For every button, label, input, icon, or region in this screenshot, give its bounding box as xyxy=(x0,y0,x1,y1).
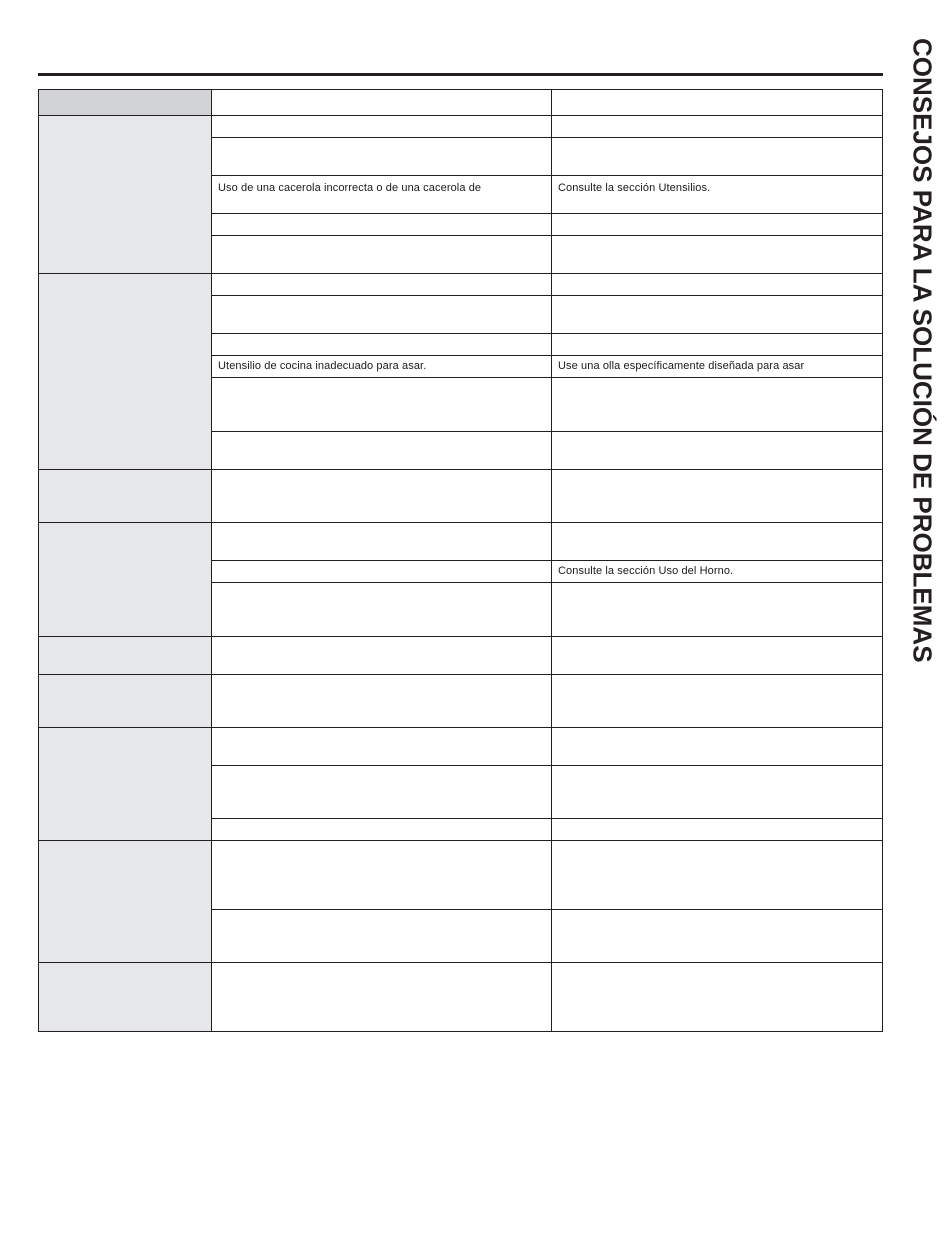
cause-cell xyxy=(212,523,552,561)
solution-cell xyxy=(552,432,883,470)
cause-cell xyxy=(212,583,552,637)
cause-cell xyxy=(212,963,552,1032)
cause-cell xyxy=(212,138,552,176)
solution-cell xyxy=(552,470,883,523)
cause-cell xyxy=(212,214,552,236)
cause-cell xyxy=(212,637,552,675)
solution-cell xyxy=(552,523,883,561)
header-causa xyxy=(212,90,552,116)
solution-cell xyxy=(552,675,883,728)
solution-cell xyxy=(552,138,883,176)
solution-cell xyxy=(552,583,883,637)
solution-cell xyxy=(552,296,883,334)
table-row xyxy=(39,728,883,766)
solution-cell xyxy=(552,766,883,819)
cause-cell: Uso de una cacerola incorrecta o de una cacerola de xyxy=(212,176,552,214)
solution-cell xyxy=(552,334,883,356)
cause-cell xyxy=(212,561,552,583)
cause-cell xyxy=(212,236,552,274)
cause-cell xyxy=(212,766,552,819)
solution-cell xyxy=(552,963,883,1032)
solution-cell xyxy=(552,819,883,841)
top-rule xyxy=(38,73,883,76)
cause-cell xyxy=(212,470,552,523)
problem-cell xyxy=(39,523,212,637)
side-title-text: CONSEJOS PARA LA SOLUCIÓN DE PROBLEMAS xyxy=(907,38,938,663)
solution-cell xyxy=(552,841,883,910)
solution-cell xyxy=(552,910,883,963)
table-row xyxy=(39,675,883,728)
cause-cell xyxy=(212,432,552,470)
table-row xyxy=(39,470,883,523)
problem-cell xyxy=(39,116,212,274)
solution-cell xyxy=(552,274,883,296)
solution-cell xyxy=(552,116,883,138)
side-title xyxy=(904,38,940,818)
problem-cell xyxy=(39,728,212,841)
solution-cell: Consulte la sección Uso del Horno. xyxy=(552,561,883,583)
problem-cell xyxy=(39,470,212,523)
header-solucion xyxy=(552,90,883,116)
troubleshooting-table xyxy=(38,89,883,1032)
cause-cell xyxy=(212,116,552,138)
problem-cell xyxy=(39,675,212,728)
table-row xyxy=(39,637,883,675)
cause-cell xyxy=(212,334,552,356)
problem-cell xyxy=(39,274,212,470)
table-row xyxy=(39,274,883,296)
solution-cell xyxy=(552,378,883,432)
table-row xyxy=(39,963,883,1032)
solution-cell xyxy=(552,637,883,675)
table-row xyxy=(39,841,883,910)
cause-cell xyxy=(212,841,552,910)
solution-cell: Consulte la sección Utensilios. xyxy=(552,176,883,214)
cause-cell xyxy=(212,675,552,728)
problem-cell xyxy=(39,637,212,675)
solution-cell xyxy=(552,728,883,766)
cause-cell xyxy=(212,274,552,296)
cause-cell xyxy=(212,910,552,963)
header-problema xyxy=(39,90,212,116)
solution-cell xyxy=(552,214,883,236)
solution-cell xyxy=(552,236,883,274)
table-row xyxy=(39,116,883,138)
solution-cell: Use una olla específicamente diseñada para asar xyxy=(552,356,883,378)
cause-cell: Utensilio de cocina inadecuado para asar. xyxy=(212,356,552,378)
table-row xyxy=(39,523,883,561)
cause-cell xyxy=(212,728,552,766)
table-header-row xyxy=(39,90,883,116)
problem-cell xyxy=(39,963,212,1032)
cause-cell xyxy=(212,819,552,841)
cause-cell xyxy=(212,378,552,432)
problem-cell xyxy=(39,841,212,963)
cause-cell xyxy=(212,296,552,334)
